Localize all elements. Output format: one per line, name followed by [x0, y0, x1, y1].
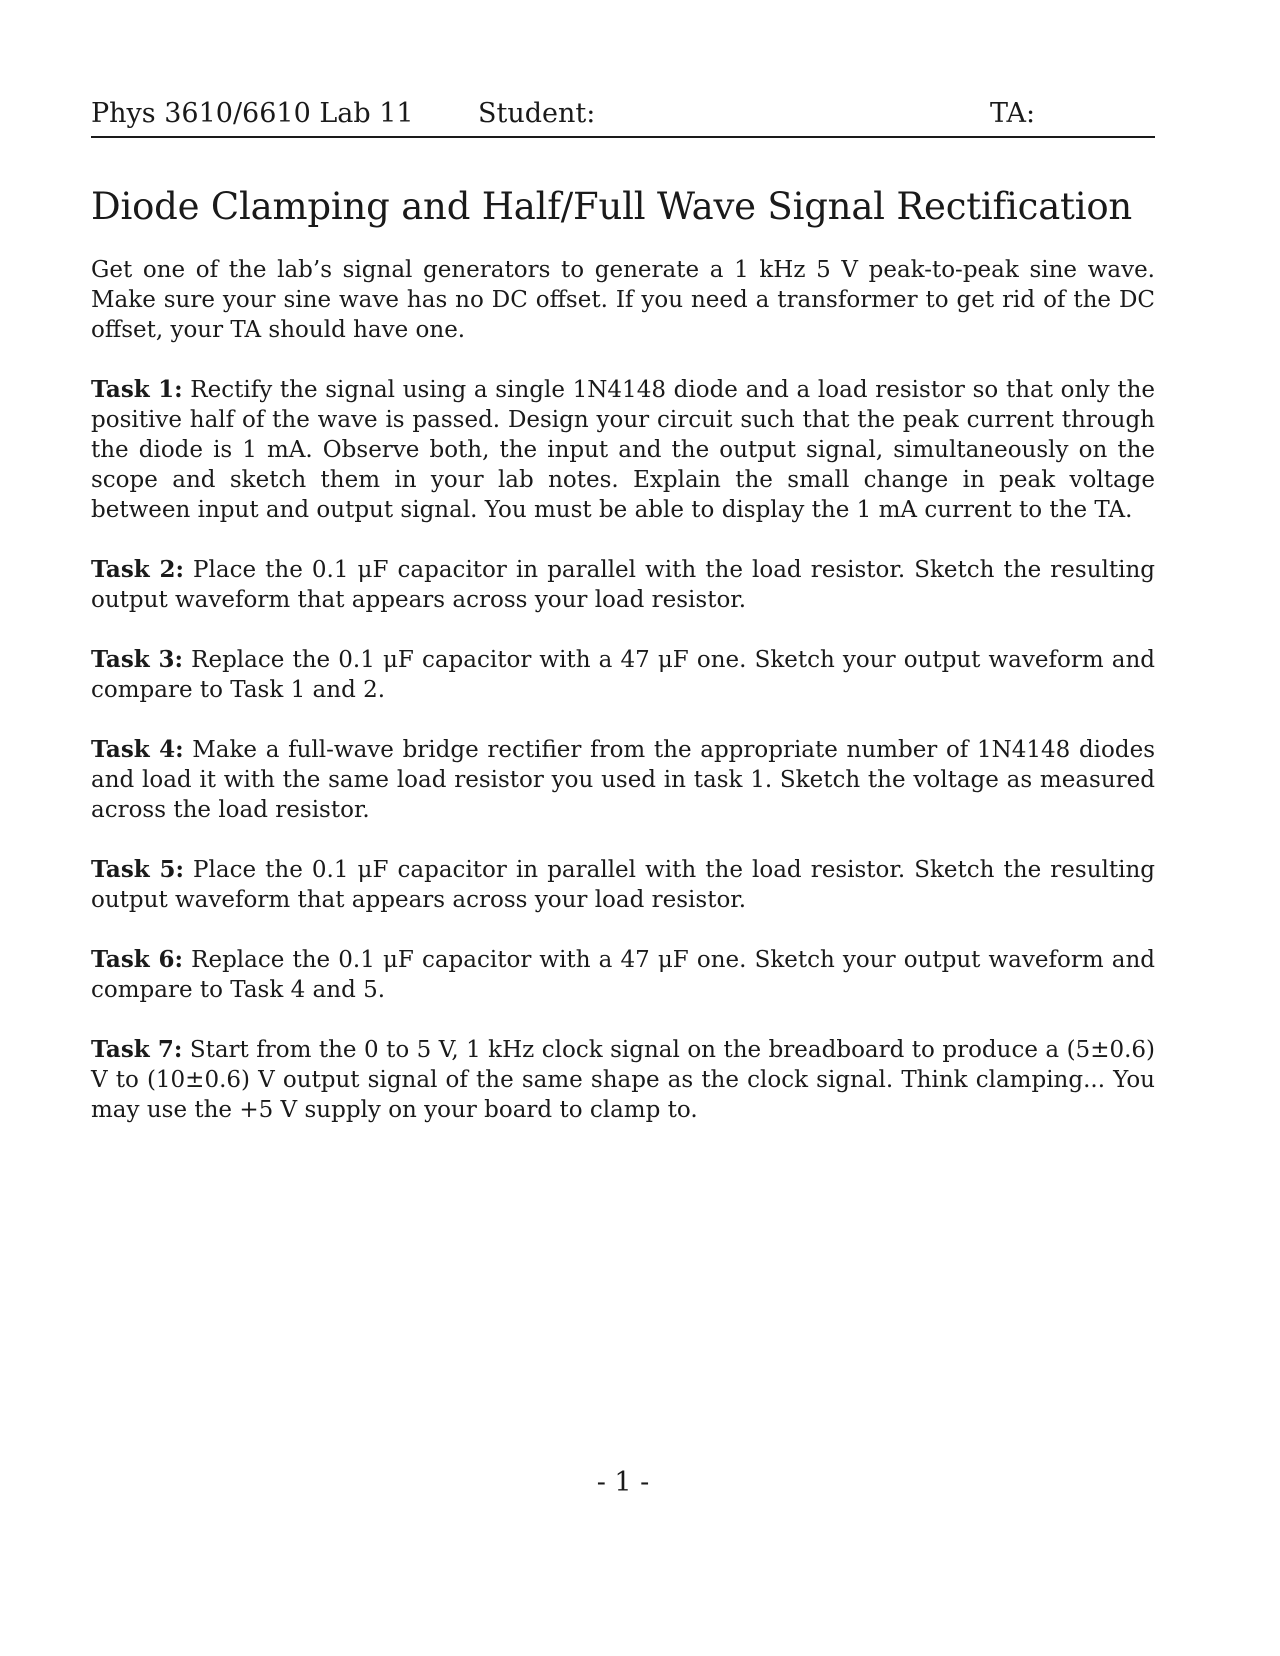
task-label: Task 3:: [91, 646, 184, 673]
task-text: Start from the 0 to 5 V, 1 kHz clock signal on the breadboard to produce a (5±0.6) V to (10±0.6) V output signal of the same shape as the clock signal. Think clamping... You may use the +5 V supply on your board to clamp to.: [91, 1037, 1156, 1123]
page-header: [91, 94, 1155, 138]
task-label: Task 4:: [91, 736, 184, 763]
student-label: Student:: [478, 98, 596, 129]
task-label: Task 6:: [91, 946, 184, 973]
task-text: Place the 0.1 μF capacitor in parallel with the load resistor. Sketch the resulting output waveform that appears across your load resistor.: [91, 557, 1155, 613]
task-label: Task 5:: [91, 856, 184, 883]
task-6: [91, 945, 1155, 1005]
task-3: [91, 645, 1155, 705]
task-label: Task 7:: [91, 1036, 183, 1063]
course-label: Phys 3610/6610 Lab 11: [91, 98, 414, 129]
intro-paragraph: Get one of the lab’s signal generators to generate a 1 kHz 5 V peak-to-peak sine wave. Make sure your sine wave has no DC offset. If you need a transformer to get rid of the DC offset, your TA should have one.: [91, 257, 1155, 343]
task-text: Place the 0.1 μF capacitor in parallel with the load resistor. Sketch the resulting output waveform that appears across your load resistor.: [91, 857, 1155, 913]
task-7: [91, 1035, 1155, 1125]
task-text: Replace the 0.1 μF capacitor with a 47 μF one. Sketch your output waveform and compare to Task 4 and 5.: [91, 947, 1156, 1003]
task-text: Make a full-wave bridge rectifier from the appropriate number of 1N4148 diodes and load it with the same load resistor you used in task 1. Sketch the voltage as measured across the load resistor.: [91, 737, 1156, 823]
ta-label: TA:: [990, 98, 1036, 129]
task-label: Task 1:: [91, 376, 183, 403]
document-body: [91, 255, 1155, 1155]
page-number: - 1 -: [596, 1467, 650, 1498]
task-text: Rectify the signal using a single 1N4148 diode and a load resistor so that only the positive half of the wave is passed. Design your circuit such that the peak current through the diode is 1 mA. Observe both, the input and the output signal, simultaneously on the scope and sketch them in your lab notes. Explain the small change in peak voltage between input and output signal. You must be able to display the 1 mA current to the TA.: [91, 377, 1156, 523]
task-label: Task 2:: [91, 556, 184, 583]
task-4: [91, 735, 1155, 825]
task-text: Replace the 0.1 μF capacitor with a 47 μF one. Sketch your output waveform and compare to Task 1 and 2.: [91, 647, 1156, 703]
document-title: Diode Clamping and Half/Full Wave Signal Rectification: [91, 185, 1133, 228]
task-1: [91, 375, 1155, 525]
task-2: [91, 555, 1155, 615]
task-5: [91, 855, 1155, 915]
